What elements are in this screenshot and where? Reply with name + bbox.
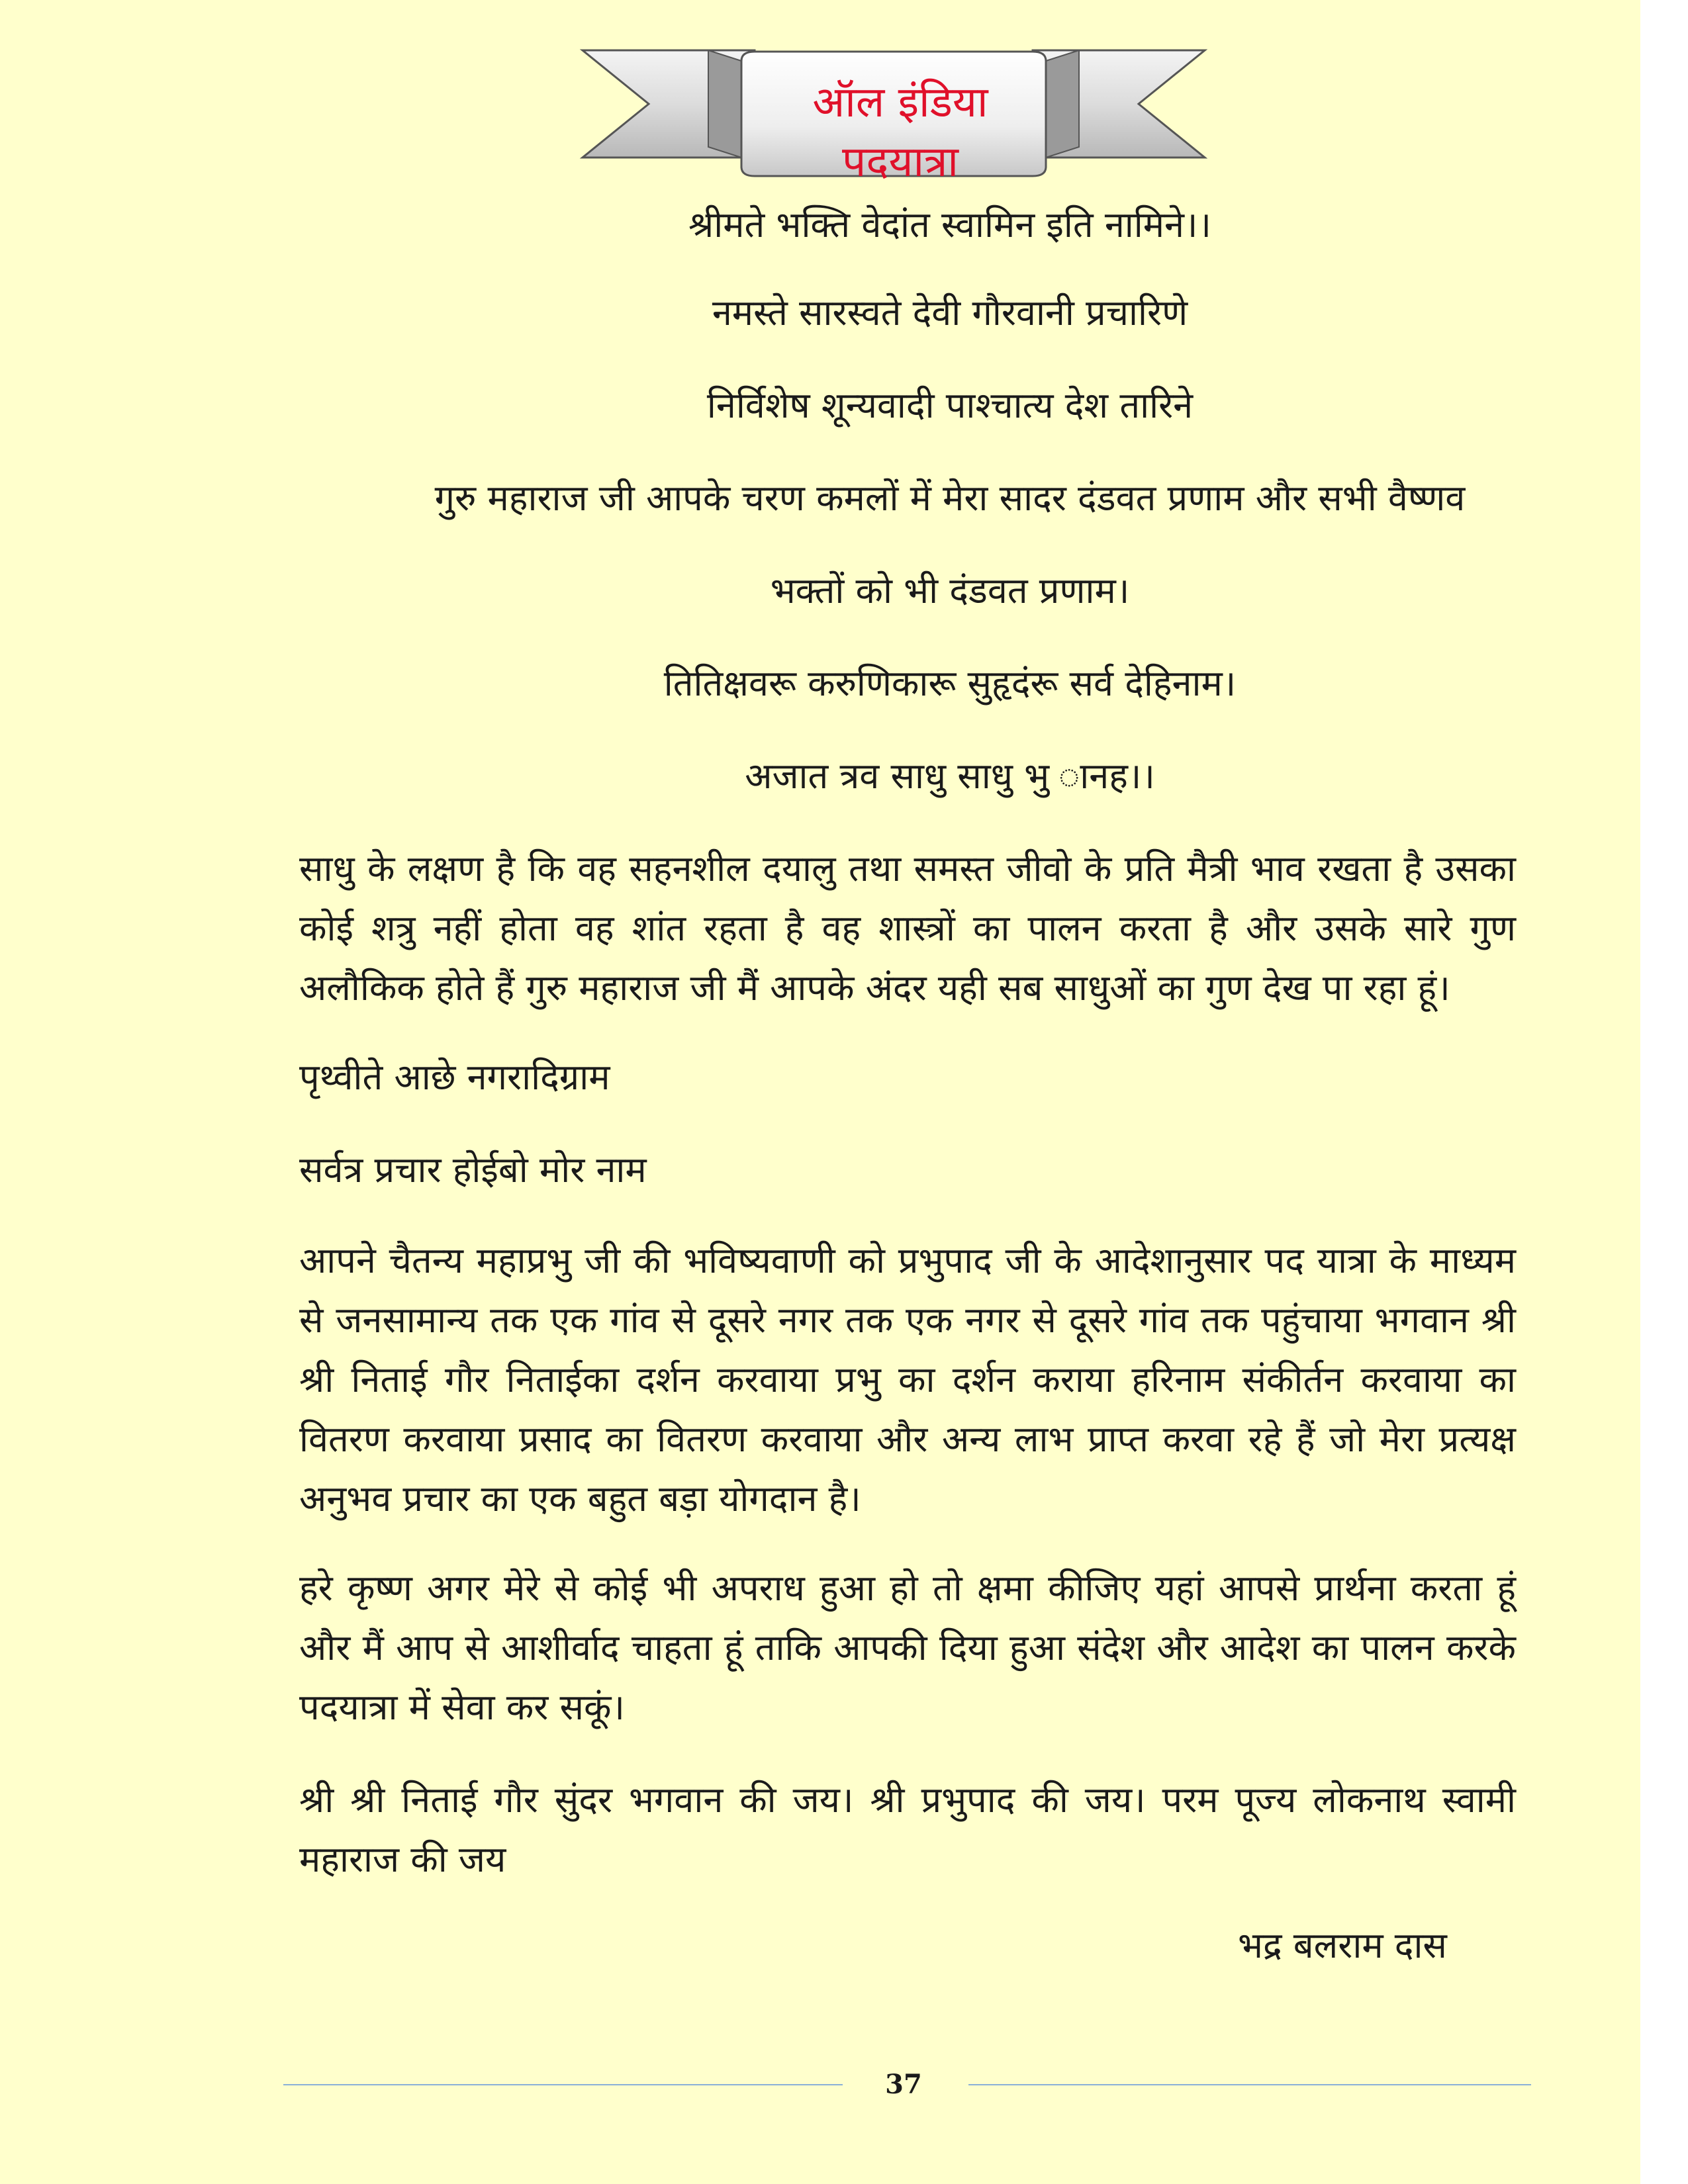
verse-line-6: तितिक्षवरू करुणिकारू सुहृदंरू सर्व देहिनाम। <box>663 662 1237 704</box>
signature: भद्र बलराम दास <box>1238 1925 1447 1966</box>
verse-line-7: अजात त्रव साधु साधु भु ानह।। <box>745 755 1155 797</box>
paragraph-prithvi: पृथ्वीते आछे नगरादिग्राम <box>299 1056 610 1098</box>
footer-rule-left <box>283 2084 843 2085</box>
page-number: 37 <box>885 2069 922 2100</box>
verse-line-2: नमस्ते सारस्वते देवी गौरवानी प्रचारिणे <box>712 292 1188 334</box>
footer-rule-right <box>968 2084 1531 2085</box>
paragraph-sarvatra: सर्वत्र प्रचार होईबो मोर नाम <box>299 1149 647 1191</box>
paragraph-sadhu: साधु के लक्षण है कि वह सहनशील दयालु तथा समस्त जीवो के प्रति मैत्री भाव रखता है उसका कोई शत्रु नहीं होता वह शांत रहता है वह शास्त्रों का पालन करता है और उसके सारे गुण अलौकिक होते हैं गुरु महाराज जी मैं आपके अंदर यही सब साधुओं का गुण देख पा रहा हूं। <box>299 848 1516 1009</box>
verse-line-3: निर्विशेष शून्यवादी पाश्चात्य देश तारिने <box>706 385 1194 426</box>
paragraph-hare: हरे कृष्ण अगर मेरे से कोई भी अपराध हुआ हो तो क्षमा कीजिए यहां आपसे प्रार्थना करता हूं और मैं आप से आशीर्वाद चाहता हूं ताकि आपकी दिया हुआ संदेश और आदेश का पालन करके पदयात्रा में सेवा कर सकूं। <box>299 1567 1516 1728</box>
verse-line-1: श्रीमते भक्ति वेदांत स्वामिन इति नामिने।। <box>688 204 1211 246</box>
paragraph-jay: श्री श्री निताई गौर सुंदर भगवान की जय। श्री प्रभुपाद की जय। परम पूज्य लोकनाथ स्वामी महाराज की जय <box>299 1779 1516 1880</box>
title-banner <box>576 41 1211 187</box>
banner-title: ऑल इंडिया पदयात्रा <box>812 78 988 187</box>
verse-line-4: गुरु महाराज जी आपके चरण कमलों में मेरा सादर दंडवत प्रणाम और सभी वैष्णव <box>434 477 1466 519</box>
paragraph-aapne: आपने चैतन्य महाप्रभु जी की भविष्यवाणी को प्रभुपाद जी के आदेशानुसार पद यात्रा के माध्यम से जनसामान्य तक एक गांव से दूसरे नगर तक एक नगर से दूसरे गांव तक पहुंचाया भगवान श्री श्री निताई गौर निताईका दर्शन करवाया प्रभु का दर्शन कराया हरिनाम संकीर्तन करवाया का वितरण करवाया प्रसाद का वितरण करवाया और अन्य लाभ प्राप्त करवा रहे हैं जो मेरा प्रत्यक्ष अनुभव प्रचार का एक बहुत बड़ा योगदान है। <box>299 1240 1516 1520</box>
verse-line-5: भक्तों को भी दंडवत प्रणाम। <box>770 570 1130 612</box>
